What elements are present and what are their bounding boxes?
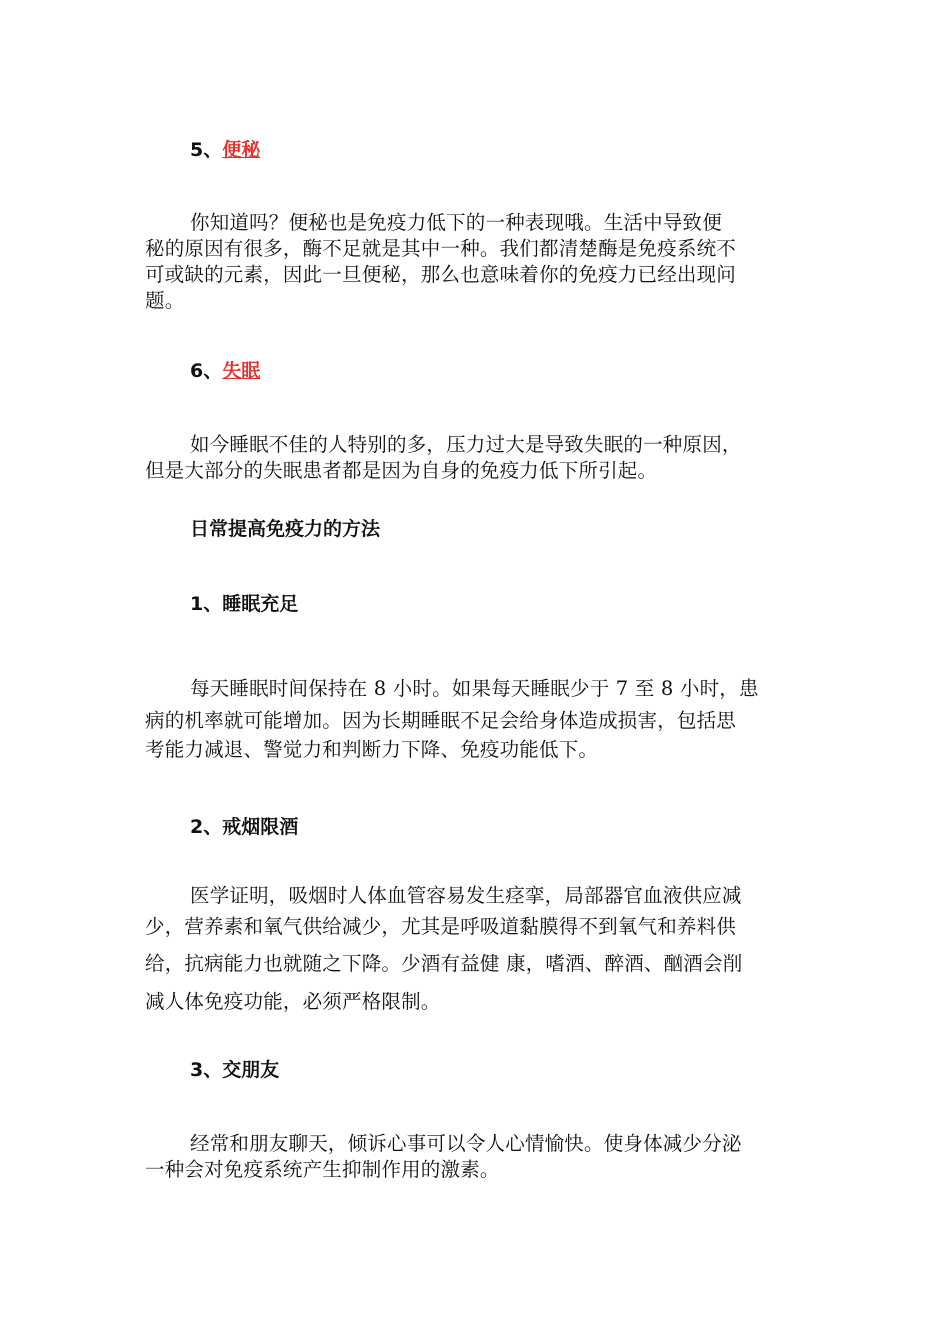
link-constipation[interactable]: 便秘 <box>222 139 261 161</box>
text-line: 题。 <box>145 289 185 312</box>
text-line: 少，营养素和氧气供给减少，尤其是呼吸道黏膜得不到氧气和养料供 <box>145 915 737 938</box>
section-heading-5 <box>190 138 260 162</box>
text-line: 你知道吗？便秘也是免疫力低下的一种表现哦。生活中导致便 <box>190 211 722 234</box>
section-heading-6 <box>190 359 260 383</box>
paragraph-friends <box>145 1131 807 1183</box>
section-number: 6、 <box>190 360 223 382</box>
text-line: 经常和朋友聊天，倾诉心事可以令人心情愉快。使身体减少分泌 <box>190 1132 742 1155</box>
paragraph-sleep <box>145 672 807 764</box>
text-line: 给，抗病能力也就随之下降。少酒有益健 康，嗜酒、醉酒、酗酒会削 <box>145 952 743 975</box>
text-line: 一种会对免疫系统产生抑制作用的激素。 <box>145 1158 500 1181</box>
paragraph-constipation <box>145 210 807 314</box>
text-line: 可或缺的元素，因此一旦便秘，那么也意味着你的免疫力已经出现问 <box>145 263 737 286</box>
section-number: 5、 <box>190 139 223 161</box>
link-insomnia[interactable]: 失眠 <box>222 360 261 382</box>
text-line: 病的机率就可能增加。因为长期睡眠不足会给身体造成损害，包括思 <box>145 709 737 732</box>
text-line: 医学证明，吸烟时人体血管容易发生痉挛，局部器官血液供应减 <box>190 884 742 907</box>
text-line: 如今睡眠不佳的人特别的多，压力过大是导致失眠的一种原因， <box>190 433 742 456</box>
paragraph-insomnia <box>145 432 807 484</box>
method-heading-1: 1、睡眠充足 <box>190 593 299 615</box>
text-line: 但是大部分的失眠患者都是因为自身的免疫力低下所引起。 <box>145 459 658 482</box>
paragraph-smoking <box>145 881 807 1019</box>
method-heading-3: 3、交朋友 <box>190 1059 280 1081</box>
text-line: 减人体免疫功能，必须严格限制。 <box>145 990 441 1013</box>
heading-methods: 日常提高免疫力的方法 <box>190 518 381 540</box>
text-line: 每天睡眠时间保持在 8 小时。如果每天睡眠少于 7 至 8 小时，患 <box>190 677 759 700</box>
text-line: 秘的原因有很多，酶不足就是其中一种。我们都清楚酶是免疫系统不 <box>145 237 737 260</box>
text-line: 考能力减退、警觉力和判断力下降、免疫功能低下。 <box>145 738 599 761</box>
method-heading-2: 2、戒烟限酒 <box>190 816 299 838</box>
